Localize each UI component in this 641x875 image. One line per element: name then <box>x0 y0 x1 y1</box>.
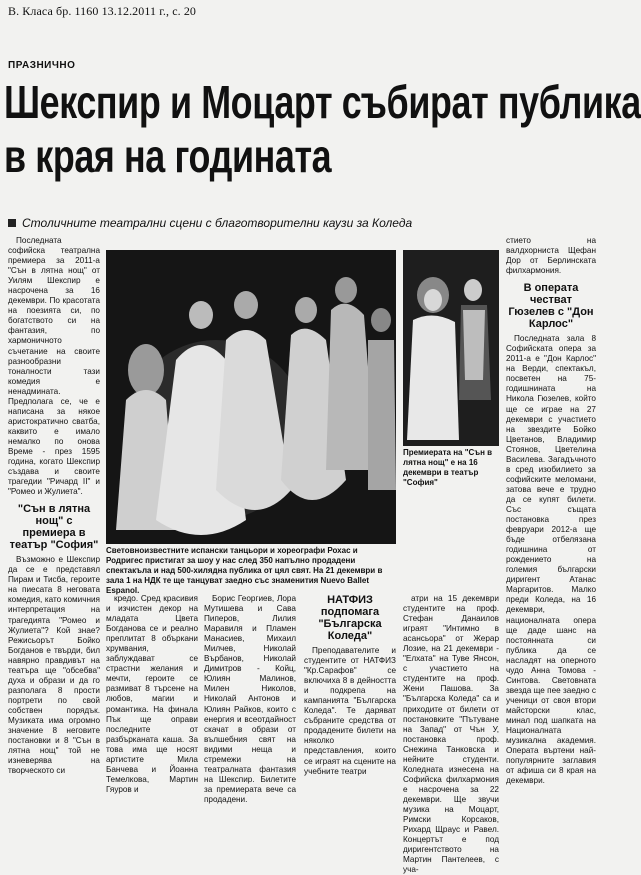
dancers-photo-caption: Световноизвестните испански танцьори и хореографи Рохас и Родригес пристигат за шоу у нас след 350 напълно продадени спектакъла и над 500-хилядна публика от цял свят. На 21 декември в зала 1 на НДК те ще танцуват заедно със знаменития Nuevo Ballet Espanol. <box>106 546 383 595</box>
body-paragraph: Последната зала 8 Софийската опера за 2011-а е "Дон Карлос" на Верди, спектакъл, посветен на 75-годишнината на Никола Гюзелев, който ще се играе на 27 декември с участието на звездите Бойко Цветанов, Владимир Стоянов, Цветелина Василева. Загадъчното в сред изобилието за софийските меломани, затова вече е трудно да се купят билети. Със същата постановка през февруари 2012-а ще бъде отбелязана годишнина от рождението на големия български диригент Атанас Маргаритов. Малко преди Коледа, на 16 декември, националната опера ще даде шанс на постоянната си публика да се насладят на оперното чудо Анна Томова - Синтова. Световната звезда ще пее заедно с ученици от своя втори майсторски клас, минал под шапката на Националната музикална академия. Операта въртени най-популярните заглавия от афиша си 8 края на декември. <box>506 334 596 786</box>
body-paragraph: Възможно е Шекспир да се е представял Пирам и Тисба, героите на пиесата 8 неговата комедия, като комичния интерпретация на трагедията "Ромео и Жулиета"? Кой знае? Режисьорът Бойко Богданов е твърди, бил навярно правдивът на театъра ще "обсебва" духа и образи и да го разполага 8 прости портрети по свой собствен порядък. Музиката има огромно значение 8 неговите постановки и 8 "Сън в лятна нощ" той не изневерява на творческото си <box>8 555 100 776</box>
article-column-6 <box>506 236 596 798</box>
dancers-photo <box>106 250 396 544</box>
section-heading-opera: В операта честват Гюзелев с "Дон Карлос" <box>508 282 594 331</box>
body-paragraph: Борис Георгиев, Лора Мутишева и Сава Пиперов, Лилия Маравиля и Пламен Манасиев, Михаил Милчев, Николай Върбанов, Николай Димитров - Койц, Юлиян Малинов, Милен Николов, Николай Антонов и Юлиян Райков, които с енергия и всеотдайност скачат в образи от вълшебния свят на видими неща и стремежи на театралната фантазия на Шекспир. Билетите за премиерата вече са продадени. <box>204 594 296 804</box>
intro-paragraph: стието на валдхорниста Щефан Дор от Берлинската филхармония. <box>506 236 596 276</box>
headline-line-1: Шекспир и Моцарт събират публика <box>4 76 641 128</box>
dancers-photo-illustration <box>106 250 396 544</box>
headline-line-2: в края на годината <box>4 130 332 182</box>
theatre-photo-illustration <box>403 250 499 446</box>
section-heading-premiere: "Сън в лятна нощ" с премиера в театър "София" <box>9 503 99 552</box>
theatre-photo <box>403 250 499 446</box>
article-column-2 <box>106 594 198 798</box>
body-paragraph: кредо. Сред красивия и изчистен декор на младата Цвета Богданова се и реално преплитат 8 объркани хрумвания, заблуждават се страстни желания и мечти, героите се размиват 8 търсене на любов, магии и романтика. На финала Пък ще оправи последните от разбърканата каша. За това има ще носят артистите Мила Банчева и Йоанна Темелкова, Мартин Гяуров и <box>106 594 198 794</box>
body-paragraph: атри на 15 декември студентите на проф. Стефан Данаилов играят "Интимно в асансьора" от Жерар Лозие, на 21 декември - "Елхата" на Туве Янсон, с участието на студентите на проф. Жени Пашова. За "Българска Коледа" са и приходите от билети от постановките "Пътуване на Запад" от Чън У, постановка проф. Снежина Танковска и нейните студенти. Коледната изнесена на Софийска филхармония е насрочена за 22 декември. Ще звучи музика на Моцарт, Римски Корсаков, Рихард Щраус и Равел. Концертът е под диригентството на Мартин Пантелеев, с уча- <box>403 594 499 875</box>
publication-source-line: В. Класа бр. 1160 13.12.2011 г., с. 20 <box>8 4 197 18</box>
section-heading-natfiz: НАТФИЗ подпомага "Българска Коледа" <box>318 594 382 642</box>
intro-paragraph: Последната софийска театрална премиера за 2011-а "Сън в лятна нощ" от Уилям Шекспир е насрочена за 16 декември. По красотата на поезията си, по богатството си на фантазия, по хармоничното съчетание на своите разнообразни тоналности тази комедия е ненадмината. Предполага се, че е написана за някое аристократично сватба, каквито е имало немалко по онова Време - през 1595 година, когато Шекспир създава и своите трагедии "Ричард II" и "Ромео и Жулиета". <box>8 236 100 497</box>
section-rubric: ПРАЗНИЧНО <box>8 60 76 71</box>
theatre-photo-caption: Премиерата на "Сън в лятна нощ" е на 16 декември в театър "София" <box>403 448 493 487</box>
article-column-3 <box>204 594 296 804</box>
body-paragraph: Преподавателите и студентите от НАТФИЗ "Кр.Сарафов" се включиха 8 в дейността и подкрепа на кампанията "Българска Коледа". Те даряват събраните средства от продадените билети на няколко представления, които се играят на сцените на учебните театри <box>304 646 396 776</box>
article-column-5 <box>403 594 499 875</box>
article-column-4 <box>304 594 396 798</box>
article-column-1 <box>8 236 100 798</box>
bullet-square-icon <box>8 219 16 227</box>
subheadline <box>8 216 412 230</box>
subheadline-text: Столичните театрални сцени с благотворителни каузи за Коледа <box>22 216 413 230</box>
